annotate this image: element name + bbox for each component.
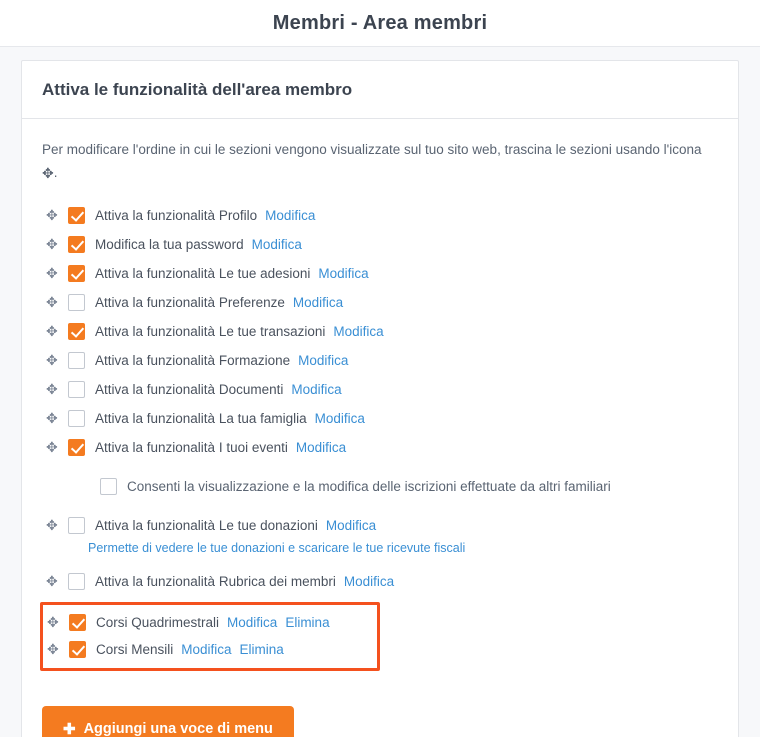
drag-handle-icon[interactable]: ✥	[46, 517, 58, 534]
feature-checkbox[interactable]	[68, 352, 85, 369]
edit-link[interactable]: Modifica	[314, 410, 365, 426]
feature-label: Attiva la funzionalità Le tue donazioni	[95, 517, 318, 533]
feature-label: Attiva la funzionalità Rubrica dei membri	[95, 573, 336, 589]
list-item[interactable]	[44, 259, 718, 288]
drag-handle-icon[interactable]: ✥	[46, 265, 58, 282]
feature-label: Attiva la funzionalità Profilo	[95, 207, 258, 223]
list-item[interactable]	[44, 288, 718, 317]
feature-label: Attiva la funzionalità Le tue adesioni	[95, 265, 311, 281]
feature-checkbox[interactable]	[68, 439, 85, 456]
feature-checkbox[interactable]	[68, 236, 85, 253]
feature-label: Attiva la funzionalità I tuoi eventi	[95, 439, 288, 455]
instructions-text	[42, 139, 702, 185]
edit-link[interactable]: Modifica	[227, 614, 278, 630]
edit-link[interactable]: Modifica	[333, 323, 384, 339]
list-item-donations[interactable]	[44, 511, 718, 540]
list-item[interactable]	[44, 375, 718, 404]
edit-link[interactable]: Modifica	[181, 641, 232, 657]
feature-checkbox[interactable]	[68, 323, 85, 340]
family-subscriptions-checkbox[interactable]	[100, 478, 117, 495]
instructions-text-after: .	[53, 165, 58, 181]
edit-link[interactable]: Modifica	[265, 207, 316, 223]
edit-link[interactable]: Modifica	[251, 236, 302, 252]
feature-label: Attiva la funzionalità Documenti	[95, 381, 284, 397]
family-subscriptions-label: Consenti la visualizzazione e la modifica delle iscrizioni effettuate da altri familiari	[127, 478, 611, 494]
feature-checkbox[interactable]	[68, 381, 85, 398]
plus-icon: ✚	[63, 720, 76, 737]
panel-body	[22, 119, 738, 681]
feature-checkbox[interactable]	[68, 517, 85, 534]
feature-label: Attiva la funzionalità La tua famiglia	[95, 410, 307, 426]
content-area	[0, 47, 760, 737]
feature-label: Corsi Quadrimestrali	[96, 614, 220, 630]
feature-checkbox[interactable]	[68, 207, 85, 224]
edit-link[interactable]: Modifica	[292, 294, 344, 310]
drag-handle-icon: ✥	[42, 165, 54, 182]
feature-label: Attiva la funzionalità Le tue transazioni	[95, 323, 326, 339]
panel-header	[22, 61, 738, 119]
edit-link[interactable]: Modifica	[291, 381, 342, 397]
family-subscriptions-option[interactable]	[100, 472, 718, 501]
drag-handle-icon[interactable]: ✥	[46, 323, 58, 340]
drag-handle-icon[interactable]: ✥	[46, 410, 58, 427]
feature-label: Attiva la funzionalità Preferenze	[95, 294, 285, 310]
add-menu-item-label: Aggiungi una voce di menu	[83, 720, 273, 737]
edit-link[interactable]: Modifica	[295, 439, 347, 455]
list-item[interactable]	[44, 201, 718, 230]
drag-handle-icon[interactable]: ✥	[46, 236, 58, 253]
feature-checkbox[interactable]	[68, 294, 85, 311]
list-item[interactable]	[44, 230, 718, 259]
feature-label: Corsi Mensili	[96, 641, 174, 657]
list-item-custom[interactable]	[45, 609, 371, 636]
panel-heading: Attiva le funzionalità dell'area membro	[42, 80, 353, 99]
delete-link[interactable]: Elimina	[239, 641, 284, 657]
feature-checkbox[interactable]	[69, 641, 86, 658]
drag-handle-icon[interactable]: ✥	[46, 439, 58, 456]
drag-handle-icon[interactable]: ✥	[47, 641, 59, 658]
instructions-text-before: Per modificare l'ordine in cui le sezioni vengono visualizzate sul tuo sito web, trascina le sezioni usando l'icona	[42, 142, 702, 157]
edit-link[interactable]: Modifica	[325, 517, 377, 533]
edit-link[interactable]: Modifica	[318, 265, 369, 281]
list-item[interactable]	[44, 433, 718, 462]
drag-handle-icon[interactable]: ✥	[46, 573, 58, 590]
list-item[interactable]	[44, 404, 718, 433]
feature-checkbox[interactable]	[68, 573, 85, 590]
drag-handle-icon[interactable]: ✥	[46, 294, 58, 311]
feature-rows	[44, 201, 718, 671]
drag-handle-icon[interactable]: ✥	[46, 352, 58, 369]
drag-handle-icon[interactable]: ✥	[46, 207, 58, 224]
feature-checkbox[interactable]	[68, 265, 85, 282]
list-item-directory[interactable]	[44, 567, 718, 596]
edit-link[interactable]: Modifica	[298, 352, 349, 368]
list-item[interactable]	[44, 346, 718, 375]
list-item-custom[interactable]	[45, 636, 371, 663]
feature-checkbox[interactable]	[68, 410, 85, 427]
drag-handle-icon[interactable]: ✥	[47, 614, 59, 631]
add-menu-item-button[interactable]	[42, 706, 294, 737]
page-title: Membri - Area membri	[272, 11, 488, 34]
page-header	[0, 0, 760, 47]
feature-label: Attiva la funzionalità Formazione	[95, 352, 291, 368]
delete-link[interactable]: Elimina	[285, 614, 330, 630]
feature-checkbox[interactable]	[69, 614, 86, 631]
list-item[interactable]	[44, 317, 718, 346]
custom-menu-items-highlight	[40, 602, 380, 671]
edit-link[interactable]: Modifica	[343, 573, 395, 589]
drag-handle-icon[interactable]: ✥	[46, 381, 58, 398]
feature-label: Modifica la tua password	[95, 236, 244, 252]
donations-note: Permette di vedere le tue donazioni e scaricare le tue ricevute fiscali	[88, 540, 466, 555]
members-features-panel	[21, 60, 739, 737]
